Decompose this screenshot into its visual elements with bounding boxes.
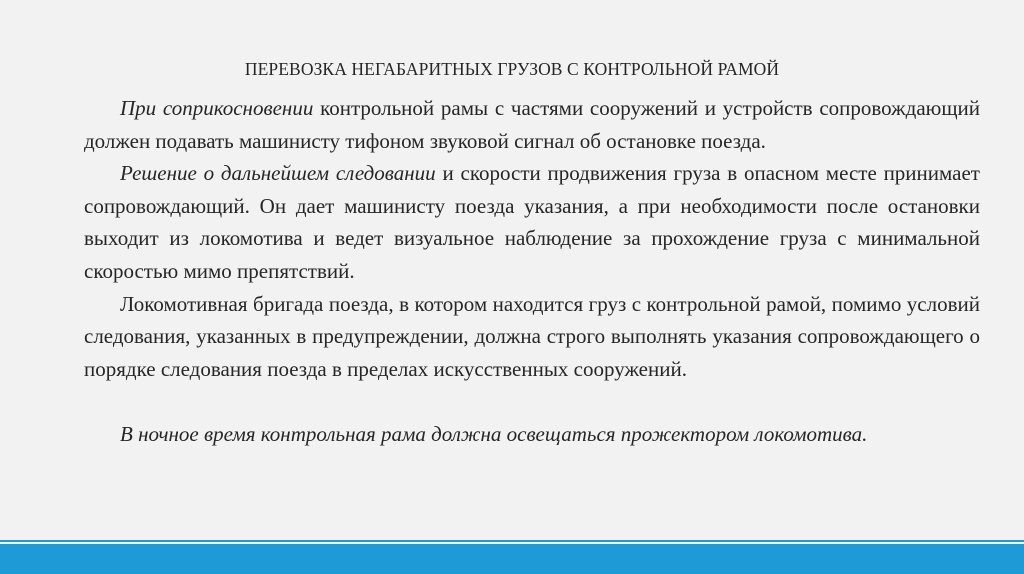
paragraph-decision (84, 157, 980, 287)
paragraph-contact (84, 92, 980, 157)
footer-accent-line (0, 540, 1024, 542)
slide-title: ПЕРЕВОЗКА НЕГАБАРИТНЫХ ГРУЗОВ С КОНТРОЛЬНОЙ РАМОЙ (244, 59, 780, 79)
paragraph-lead: Решение о дальнейшем следовании (120, 161, 436, 186)
paragraph-text: и скорости продвижения груза в опасном месте принимает сопровождающий. Он дает машинисту поезда указания, а при необходимости после остановки выходит из локомотива и ведет визуальное наблюдение за прохождение груза с минимальной скоростью мимо препятствий. (84, 161, 980, 283)
paragraph-text: Локомотивная бригада поезда, в котором находится груз с контрольной рамой, помимо условий следования, указанных в предупреждении, должна строго выполнять указания сопровождающего о порядке следования поезда в пределах искусственных сооружений. (84, 291, 980, 381)
slide-body (84, 92, 980, 451)
paragraph-text: контрольной рамы с частями сооружений и устройств сопровождающий должен подавать машинисту тифоном звуковой сигнал об остановке поезда. (84, 96, 980, 153)
paragraph-crew (84, 288, 980, 386)
paragraph-lead: При соприкосновении (120, 96, 314, 120)
footer-accent-bar (0, 544, 1024, 574)
paragraph-night: В ночное время контрольная рама должна освещаться прожектором локомотива. (120, 421, 868, 446)
